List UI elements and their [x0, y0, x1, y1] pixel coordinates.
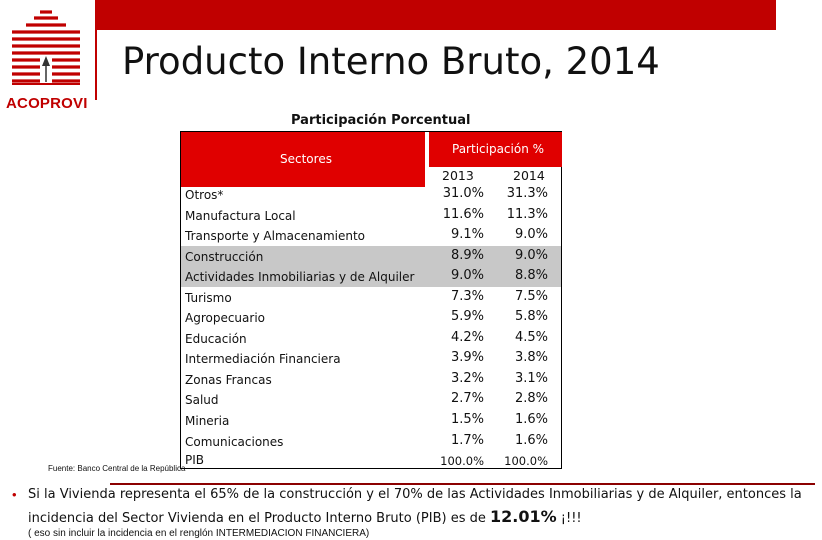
sector-label: Comunicaciones — [185, 435, 284, 449]
value-2014: 3.1% — [514, 371, 548, 386]
sector-label-total: PIB — [185, 453, 205, 467]
value-2014: 9.0% — [514, 227, 548, 242]
value-2013: 31.0% — [442, 186, 484, 201]
conclusion-exclaim: ¡!!! — [556, 511, 582, 526]
year-2014: 2014 — [513, 168, 545, 183]
value-2014: 7.5% — [514, 289, 548, 304]
value-2013: 9.0% — [450, 268, 484, 283]
header-divider — [95, 0, 97, 100]
header-sectores — [181, 132, 425, 187]
sector-label: Construcción — [185, 250, 264, 264]
sector-label: Intermediación Financiera — [185, 352, 341, 366]
conclusion-line-2 — [28, 507, 582, 526]
sector-label: Agropecuario — [185, 311, 266, 325]
page-title: Producto Interno Bruto, 2014 — [122, 40, 660, 83]
brand-name: ACOPROVI — [6, 95, 88, 112]
value-2013: 4.2% — [450, 330, 484, 345]
value-2014: 1.6% — [514, 433, 548, 448]
value-2013: 9.1% — [450, 227, 484, 242]
value-2013: 3.2% — [450, 371, 484, 386]
sector-label: Turismo — [185, 291, 232, 305]
header-participacion — [429, 132, 562, 167]
value-2013: 7.3% — [450, 289, 484, 304]
year-2013: 2013 — [442, 168, 474, 183]
source-note: Fuente: Banco Central de la República — [48, 464, 186, 473]
sector-label: Zonas Francas — [185, 373, 272, 387]
sector-label: Otros* — [185, 188, 224, 202]
sector-label: Mineria — [185, 414, 230, 428]
conclusion-text: incidencia del Sector Vivienda en el Producto Interno Bruto (PIB) es de — [28, 511, 490, 526]
value-2014: 31.3% — [506, 186, 548, 201]
value-2014: 3.8% — [514, 350, 548, 365]
header-participacion-label: Participación % — [452, 142, 545, 156]
sector-label: Salud — [185, 393, 219, 407]
value-2014: 2.8% — [514, 391, 548, 406]
sector-label: Educación — [185, 332, 247, 346]
header-accent-bar — [95, 0, 776, 30]
value-2014-total: 100.0% — [504, 454, 548, 468]
header-sectores-label: Sectores — [280, 152, 332, 166]
value-2014: 9.0% — [514, 248, 548, 263]
bottom-divider — [110, 483, 815, 485]
value-2013: 5.9% — [450, 309, 484, 324]
value-2013: 2.7% — [450, 391, 484, 406]
conclusion-line-1: Si la Vivienda representa el 65% de la construcción y el 70% de las Actividades Inmobiliarias y de Alquiler, entonces la — [28, 487, 802, 502]
value-2013: 1.5% — [450, 412, 484, 427]
sector-label: Actividades Inmobiliarias y de Alquiler — [185, 270, 415, 284]
value-2014: 11.3% — [506, 207, 548, 222]
value-2013: 8.9% — [450, 248, 484, 263]
value-2014: 5.8% — [514, 309, 548, 324]
sector-label: Manufactura Local — [185, 209, 296, 223]
value-2013-total: 100.0% — [440, 454, 484, 468]
value-2013: 11.6% — [442, 207, 484, 222]
sector-label: Transporte y Almacenamiento — [185, 229, 366, 243]
value-2014: 1.6% — [514, 412, 548, 427]
footnote: ( eso sin incluir la incidencia en el renglón INTERMEDIACION FINANCIERA) — [28, 528, 370, 539]
conclusion-value: 12.01% — [490, 507, 557, 526]
table-subtitle: Participación Porcentual — [291, 113, 471, 128]
bullet-icon: • — [12, 487, 17, 502]
value-2014: 8.8% — [514, 268, 548, 283]
acoprovi-logo — [6, 4, 86, 86]
value-2014: 4.5% — [514, 330, 548, 345]
value-2013: 1.7% — [450, 433, 484, 448]
value-2013: 3.9% — [450, 350, 484, 365]
